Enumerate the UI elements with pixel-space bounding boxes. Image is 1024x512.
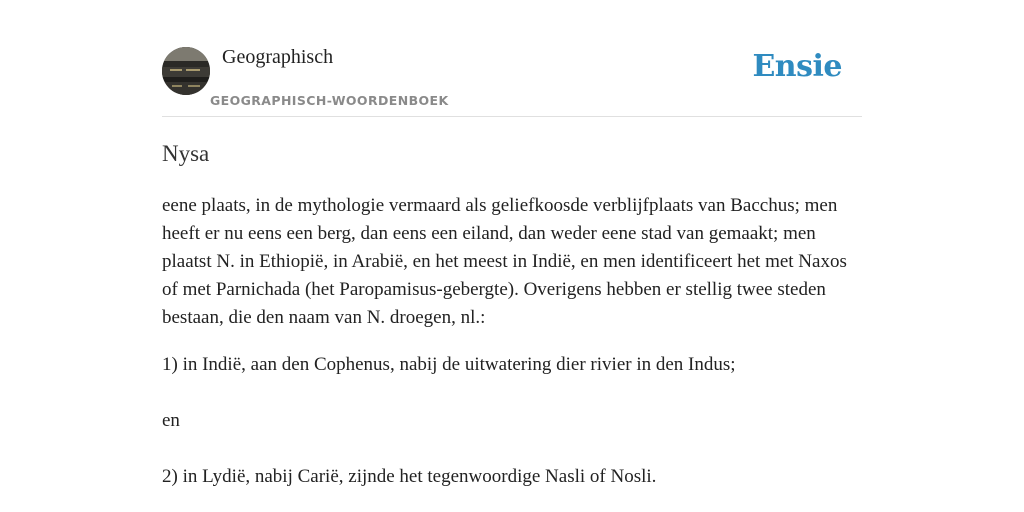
site-title[interactable]: Geographisch xyxy=(222,46,334,68)
old-books-photo-icon xyxy=(162,47,210,95)
entry-definition: eene plaats, in de mythologie vermaard als geliefkoosde verblijfplaats van Bacchus; men heeft er nu eens een berg, dan eens een eiland, dan weder eene stad van gemaakt; men plaatst N. in Ethiopië, in Arabië, en het meest in Indië, en men identificeert het met Naxos of met Parnichada (het Paropamisus-gebergte). Overigens hebben er stellig twee steden bestaan, die den naam van N. droegen, nl.: xyxy=(162,195,847,328)
page-container xyxy=(162,0,862,487)
avatar[interactable] xyxy=(162,47,210,95)
entry-title: Nysa xyxy=(162,141,210,166)
site-subtitle[interactable]: GEOGRAPHISCH-WOORDENBOEK xyxy=(210,93,449,108)
entry-item-2: 2) in Lydië, nabij Carië, zijnde het tegenwoordige Nasli of Nosli. xyxy=(162,466,657,487)
brand-logo[interactable]: Ensie xyxy=(752,49,842,84)
entry-conjunction: en xyxy=(162,410,180,431)
site-header xyxy=(162,0,862,117)
entry-item-1: 1) in Indië, aan den Cophenus, nabij de uitwatering dier rivier in den Indus; xyxy=(162,354,736,375)
